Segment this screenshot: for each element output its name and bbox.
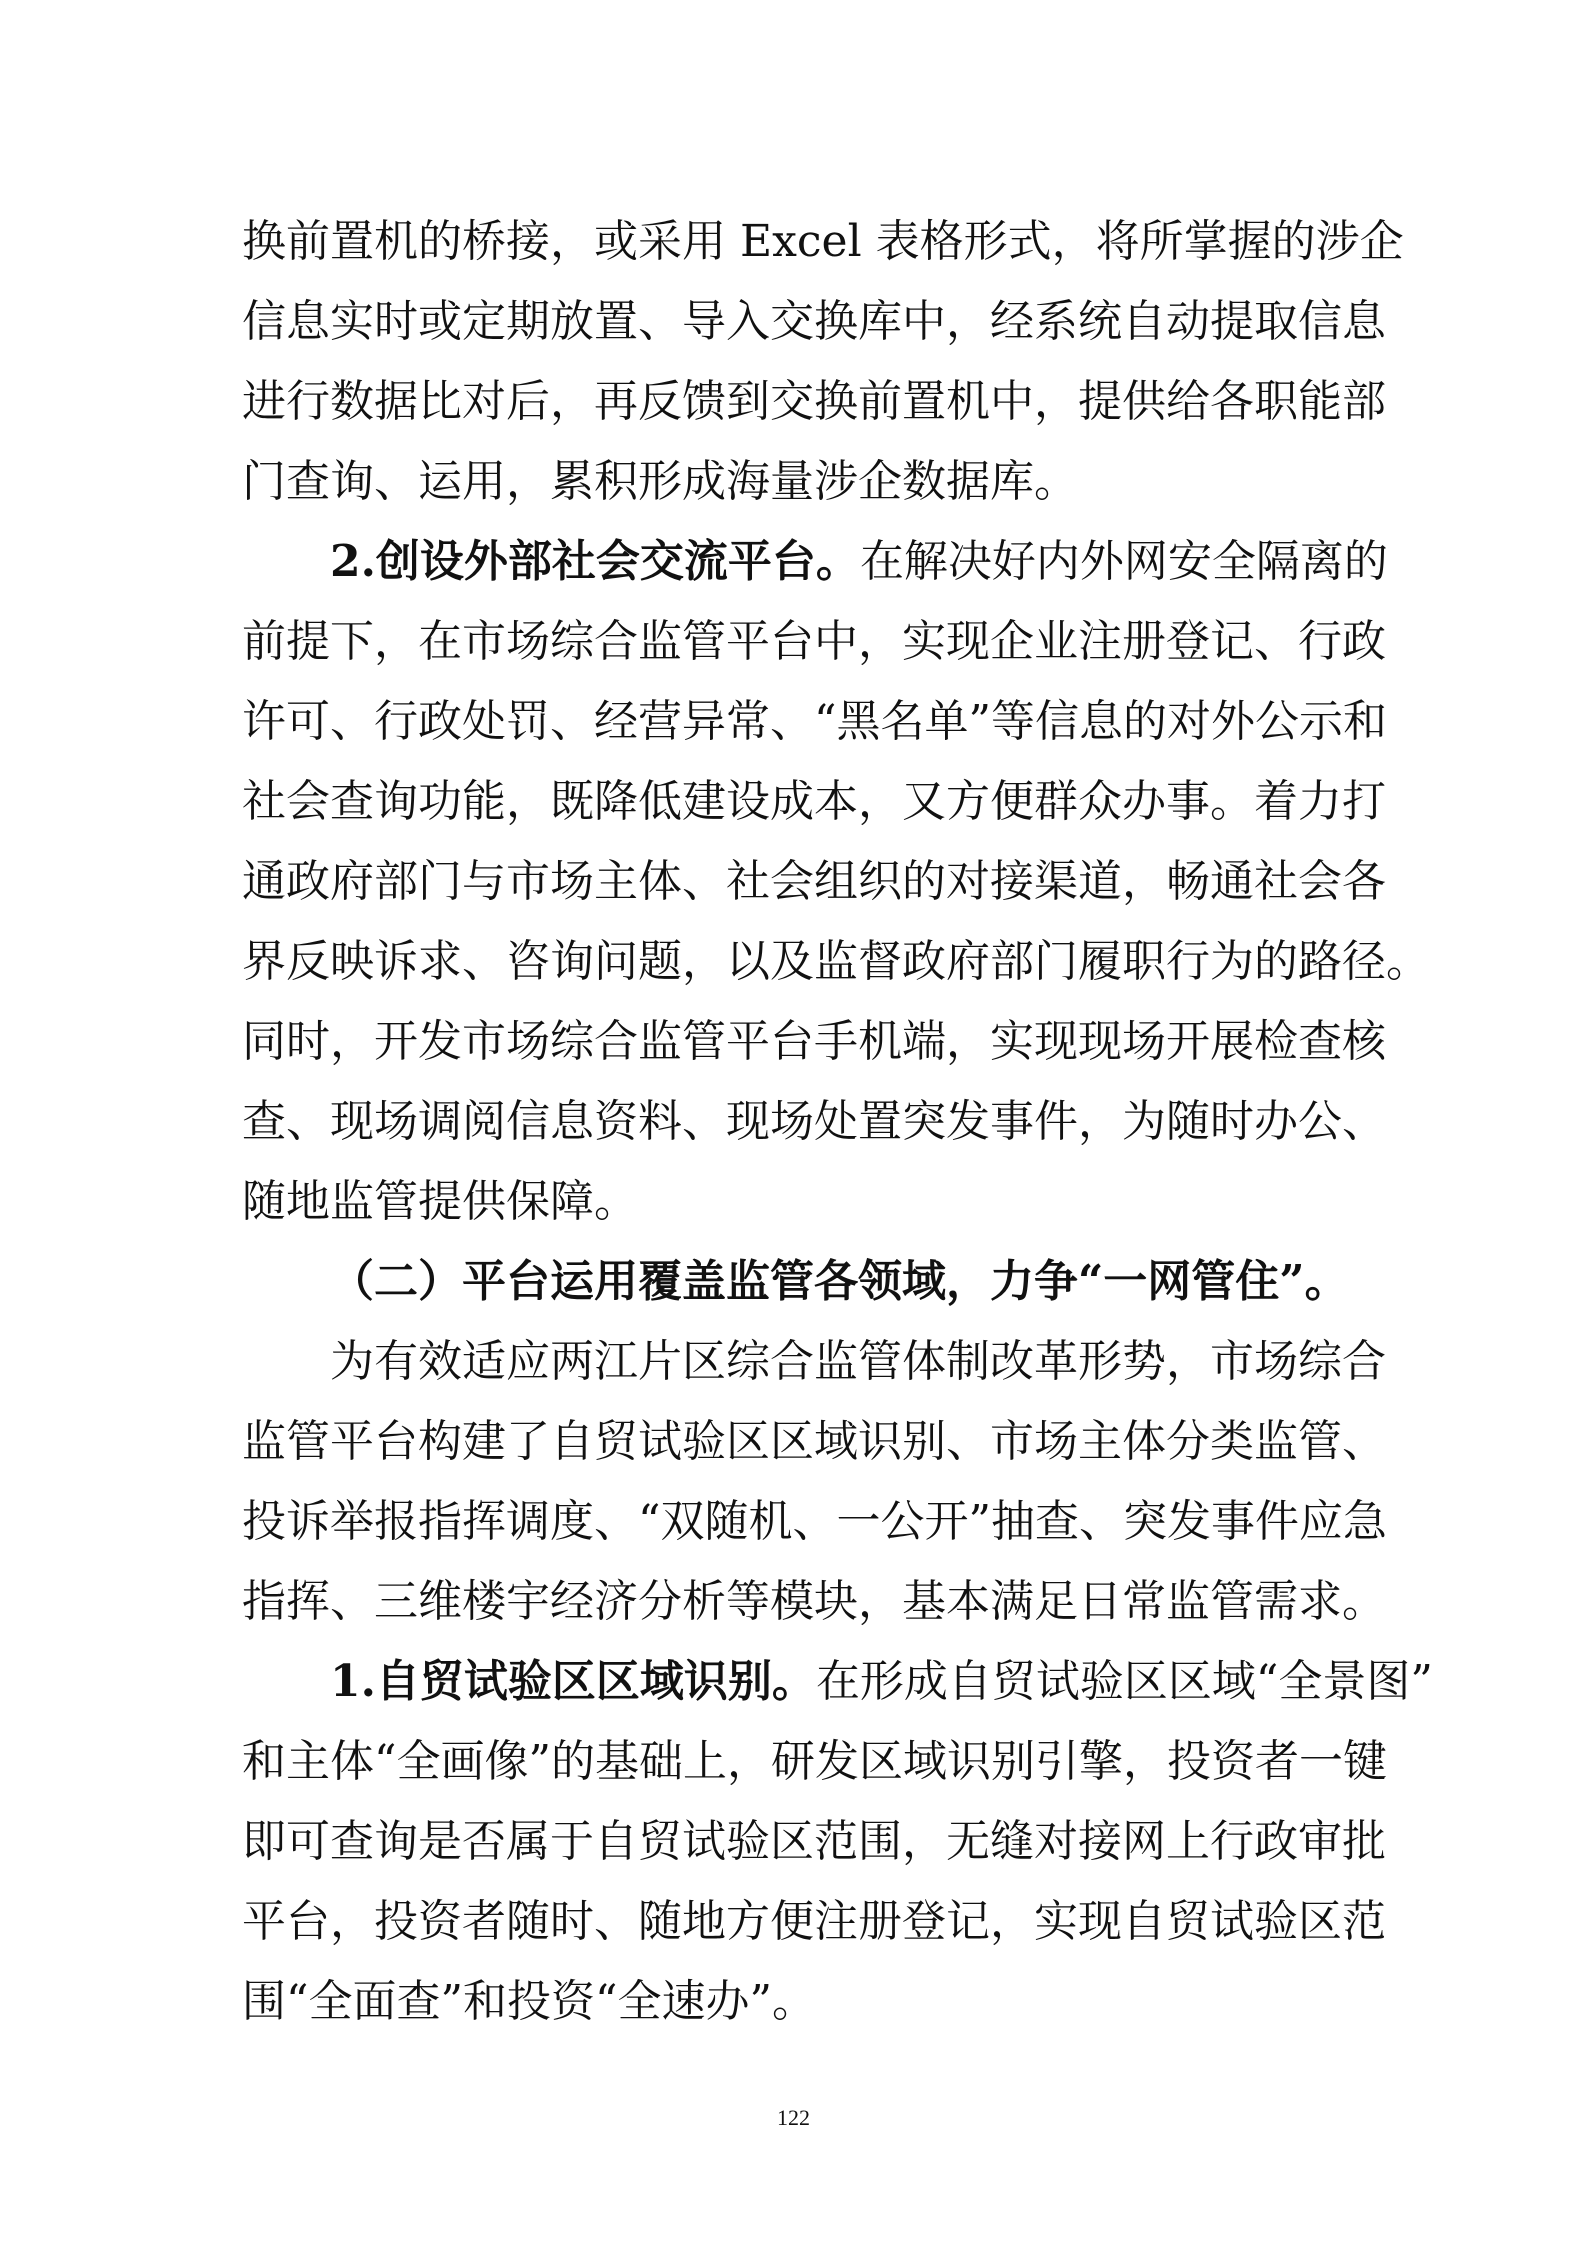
paragraph-line: 为有效适应两江片区综合监管体制改革形势，市场综合 [330,1336,1386,1387]
paragraph-line: 许可、行政处罚、经营异常、“黑名单”等信息的对外公示和 [242,696,1387,747]
paragraph-text: 在形成自贸试验区区域“全景图” [815,1656,1433,1707]
paragraph-line: 随地监管提供保障。 [242,1176,638,1227]
section-heading: （二）平台运用覆盖监管各领域，力争“一网管住”。 [330,1256,1349,1307]
paragraph-line: 通政府部门与市场主体、社会组织的对接渠道，畅通社会各 [242,856,1386,907]
paragraph-line: 平台，投资者随时、随地方便注册登记，实现自贸试验区范 [242,1896,1386,1947]
paragraph-text: 在解决好内外网安全隔离的 [859,536,1388,587]
subsection-title: 1.自贸试验区区域识别。 [330,1656,816,1707]
paragraph-line: 即可查询是否属于自贸试验区范围，无缝对接网上行政审批 [242,1816,1386,1867]
paragraph-line: 进行数据比对后，再反馈到交换前置机中，提供给各职能部 [242,376,1386,427]
subsection-line [330,532,1388,592]
paragraph-line: 界反映诉求、咨询问题，以及监督政府部门履职行为的路径。 [242,936,1430,987]
paragraph-line: 指挥、三维楼宇经济分析等模块，基本满足日常监管需求。 [242,1576,1386,1627]
subsection-line [330,1652,1433,1712]
page-number: 122 [777,2105,810,2130]
paragraph-line: 换前置机的桥接，或采用 Excel 表格形式，将所掌握的涉企 [242,216,1404,267]
subsection-title: 2.创设外部社会交流平台。 [330,536,860,587]
paragraph-line: 监管平台构建了自贸试验区区域识别、市场主体分类监管、 [242,1416,1386,1467]
paragraph-line: 社会查询功能，既降低建设成本，又方便群众办事。着力打 [242,776,1386,827]
paragraph-line: 信息实时或定期放置、导入交换库中，经系统自动提取信息 [242,296,1386,347]
paragraph-line: 门查询、运用，累积形成海量涉企数据库。 [242,456,1078,507]
paragraph-line: 投诉举报指挥调度、“双随机、一公开”抽查、突发事件应急 [242,1496,1387,1547]
paragraph-line: 同时，开发市场综合监管平台手机端，实现现场开展检查核 [242,1016,1386,1067]
paragraph-line: 和主体“全画像”的基础上，研发区域识别引擎，投资者一键 [242,1736,1387,1787]
paragraph-line: 围“全面查”和投资“全速办”。 [242,1976,816,2027]
paragraph-line: 查、现场调阅信息资料、现场处置突发事件，为随时办公、 [242,1096,1386,1147]
paragraph-line: 前提下，在市场综合监管平台中，实现企业注册登记、行政 [242,616,1386,667]
